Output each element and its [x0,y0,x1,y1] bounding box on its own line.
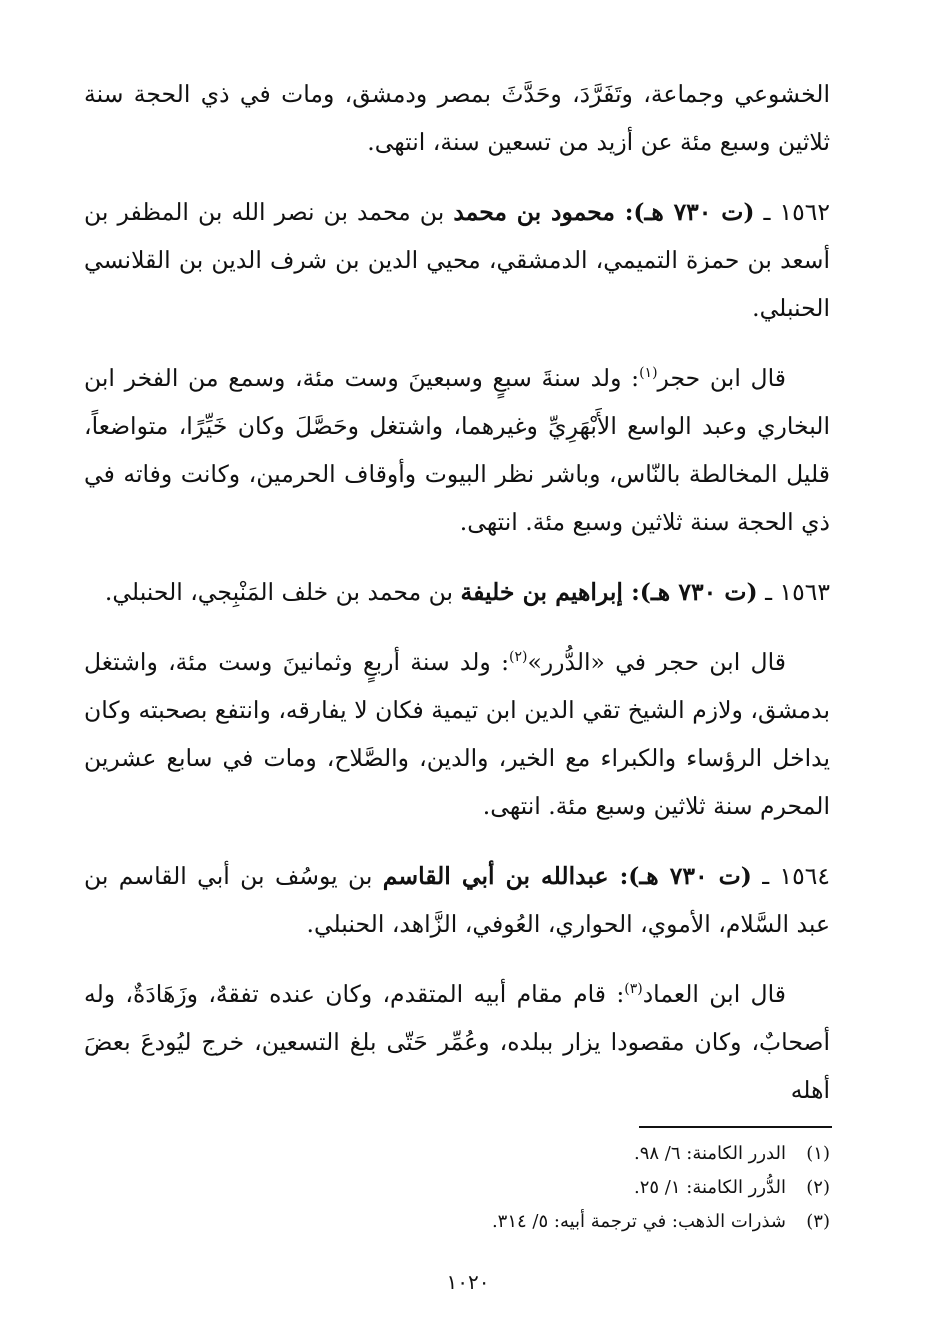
footnote-text: الدرر الكامنة: ٦/ ٩٨. [633,1143,786,1164]
paragraph-text: قال ابن حجر [657,364,787,392]
paragraph-text: بن يوسُف بن أبي القاسم بن عبد السَّلام، الأموي، الحواري، العُوفي، الزَّاهد، الحنبلي. [84,862,830,938]
paragraph [84,70,830,166]
paragraph [84,354,830,546]
paragraph [84,970,830,1114]
footnote [84,1171,830,1205]
footnote-reference: (١) [639,365,658,382]
paragraph-text: قال ابن العماد [642,980,786,1008]
paragraph-text: ١٥٦٤ ـ [751,862,830,890]
footnote-separator [639,1126,832,1128]
entry-heading: (ت ٧٣٠ هـ): عبدالله بن أبي القاسم [382,862,752,890]
footnote-text: الدُّرر الكامنة: ١/ ٢٥. [633,1177,786,1198]
entry-heading: (ت ٧٣٠ هـ): إبراهيم بن خليفة [460,578,758,606]
footnotes [84,1137,830,1239]
main-text-body [84,70,830,1136]
footnote [84,1205,830,1239]
paragraph-text: بن محمد بن خلف المَنْبِجي، الحنبلي. [104,578,461,606]
paragraph [84,638,830,830]
paragraph-text: قال ابن حجر في «الدُّرر» [527,648,786,676]
footnote-reference: (٣) [624,981,643,998]
footnote-text: شذرات الذهب: في ترجمة أبيه: ٥/ ٣١٤. [491,1211,786,1232]
paragraph-text: بن محمد بن نصر الله بن المظفر بن أسعد بن حمزة التميمي، الدمشقي، محيي الدين بن شرف الدين بن القلانسي الحنبلي. [84,198,830,322]
paragraph-text: : ولد سنة أربعٍ وثمانينَ وست مئة، واشتغل بدمشق، ولازم الشيخ تقي الدين ابن تيمية فكان لا يفارقه، وانتفع بصحبته وكان يداخل الرؤساء والكبراء مع الخير، والدين، والصَّلاح، ومات في سابع عشرين المحرم سنة ثلاثين وسبع مئة. انتهى. [84,648,830,820]
footnote [84,1137,830,1171]
entry-heading: (ت ٧٣٠ هـ): محمود بن محمد [453,198,755,226]
footnote-number: (٣) [806,1211,830,1232]
paragraph-text: : قام مقام أبيه المتقدم، وكان عنده تفقهٌ، وزَهَادَةٌ، وله أصحابٌ، وكان مقصودا يزار ببلده، وعُمِّر حَتّى بلغ التسعين، خرج ليُودعَ بعضَ أهله [84,980,830,1104]
paragraph [84,188,830,332]
paragraph-text: ١٥٦٢ ـ [754,198,830,226]
page-number: ١٠٢٠ [446,1270,490,1294]
paragraph-text: الخشوعي وجماعة، وتَفَرَّدَ، وحَدَّثَ بمصر ودمشق، ومات في ذي الحجة سنة ثلاثين وسبع مئة عن أزيد من تسعين سنة، انتهى. [84,80,830,156]
footnote-number: (١) [806,1143,830,1164]
paragraph-text: : ولد سنةَ سبعٍ وسبعينَ وست مئة، وسمع من الفخر ابن البخاري وعبد الواسع الأَبْهَرِيِّ وغيرهما، واشتغل وحَصَّلَ وكان خَيِّرًا، متواضعاً، قليل المخالطة بالنّاس، وباشر نظر البيوت وأوقاف الحرمين، وكانت وفاته في ذي الحجة سنة ثلاثين وسبع مئة. انتهى. [84,364,830,536]
footnote-number: (٢) [806,1177,830,1198]
footnote-reference: (٢) [508,649,528,666]
paragraph [84,852,830,948]
paragraph [84,568,830,616]
paragraph-text: ١٥٦٣ ـ [757,578,830,606]
